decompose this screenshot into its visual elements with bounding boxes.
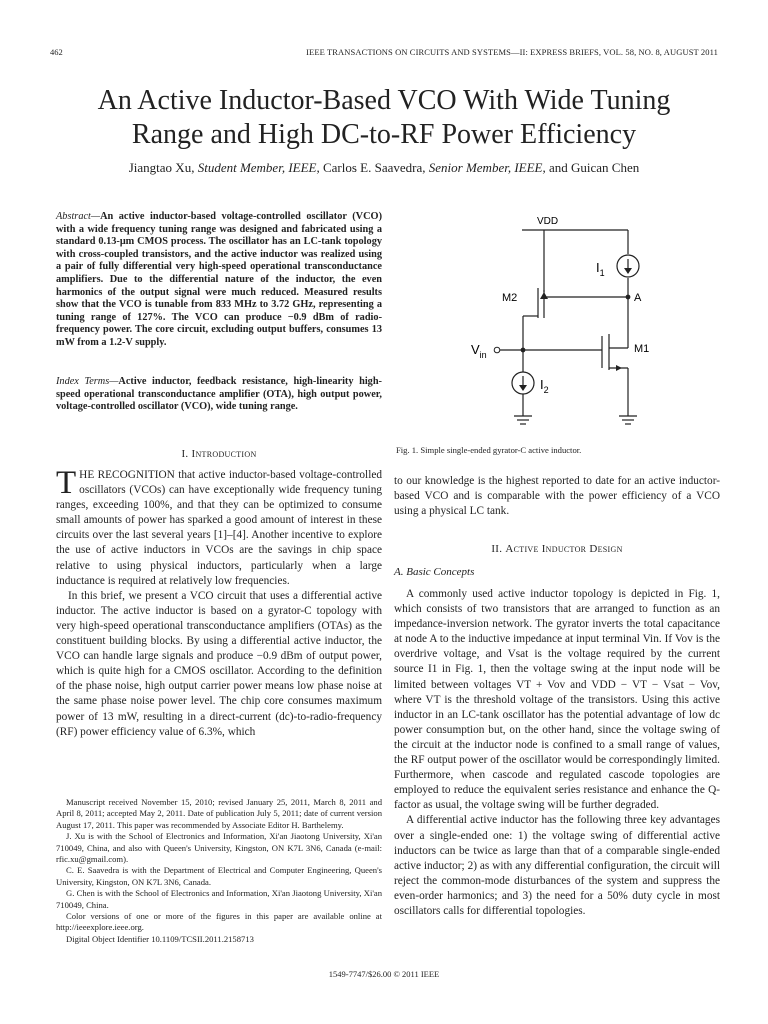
title-line-2: Range and High DC-to-RF Power Efficiency <box>131 119 637 150</box>
title-line-1: An Active Inductor-Based VCO With Wide Tuning <box>97 85 671 116</box>
intro-paragraph-2-continued: to our knowledge is the highest reported to date for an active inductor-based VCO and is comparable with the power efficiency of a VCO using a physical LC tank. <box>394 475 720 518</box>
i1-arrow-head <box>624 268 632 274</box>
intro-continuation <box>394 474 720 519</box>
section-1-numeral: I. <box>181 448 192 460</box>
section-2-paragraph-1: A commonly used active inductor topology is depicted in Fig. 1, which consists of two transistors that are arranged to function as an impedance-inversion network. The gyrator inverts the total capacitance at node A to the inductive impedance at input terminal Vin. If Vov is the overdrive voltage, and Vsat is the voltage required by the current source I1 in Fig. 1, then the voltage swing at the input node will be limited between voltages VT + Vov and VDD − VT − Vsat − Vov, where VT is the threshold voltage of the transistors. Using this active inductor in an LC-tank oscillator has the potential advantage of low dc power consumption but, on the other hand, since the voltage swing of the circuit at the inductor node is confined to a small range of values, the RF output power of the oscillator would be correspondingly limited. Furthermore, when cascode and regulated cascode topologies are employed to reduce the equivalent series resistance and enhance the Q-factor as usual, the voltage swing will be further degraded. <box>394 588 720 812</box>
section-2-numeral: II. <box>491 543 506 555</box>
active-inductor-body <box>394 587 720 919</box>
footnote-author-1: J. Xu is with the School of Electronics and Information, Xi'an Jiaotong University, Xi'an 710049, China, and also with Queen's University, Kingston, ON K7L 3N6, Canada (e-mail: rfic.xu@gmail.com). <box>56 831 382 865</box>
input-node-dot <box>521 348 526 353</box>
i2-arrow-head <box>519 385 527 391</box>
index-terms <box>56 376 382 414</box>
vin-terminal <box>494 347 500 353</box>
drop-cap: T <box>56 465 77 501</box>
index-terms-lead: Index Terms— <box>56 376 119 387</box>
figure-caption: Fig. 1. Simple single-ended gyrator-C active inductor. <box>396 445 582 455</box>
subsection-heading: A. Basic Concepts <box>394 566 475 578</box>
paper-title <box>40 84 728 152</box>
index-terms-text: Active inductor, feedback resistance, high-linearity high-speed operational transconductance amplifier (OTA), high output power, voltage-controlled oscillator (VCO), wide tuning range. <box>56 376 382 413</box>
intro-paragraph-2: In this brief, we present a VCO circuit that uses a differential active inductor. The active inductor is based on a gyrator-C topology with very high-speed operational transconductance amplifiers (OTAs) as the constituent building blocks. By using a differential active inductor, the VCO can handle large signals and produce −0.9 dBm of output power, which is quite high for a CMOS oscillator. According to the definition of the phase noise, high output carrier power means low phase noise at the same phase noise power level. The chip core consumes maximum power of 13 mW, resulting in a direct-current (dc)-to-radio-frequency (RF) power efficiency value of 6.3%, which <box>56 589 382 738</box>
abstract <box>56 211 382 350</box>
circuit-diagram <box>462 208 652 430</box>
author-1-role: Student Member, IEEE, <box>197 160 320 175</box>
i1-label: $I_1$ <box>596 260 605 278</box>
footnote-author-3: G. Chen is with the School of Electronics and Information, Xi'an Jiaotong University, Xi'an 710049, China. <box>56 888 382 910</box>
section-1-heading <box>56 448 382 460</box>
section-2-title: Active Inductor Design <box>505 543 623 555</box>
author-list <box>40 160 728 176</box>
section-1-title: Introduction <box>191 448 257 460</box>
author-2: Carlos E. Saavedra, <box>322 160 426 175</box>
introduction-body <box>56 465 382 740</box>
vin-label: $V_{in}$ <box>471 342 487 360</box>
m1-source-arrow <box>616 365 622 371</box>
intro-paragraph-1-text: HE RECOGNITION that active inductor-based voltage-controlled oscillators (VCOs) can have exceptionally wide frequency tuning ranges, exceeding 100%, and that they can be optimized to consume small amounts of power has sparked a good amount of interest in these circuits over the last several years [1]–[4]. Another incentive to explore the use of active inductors in VCOs are the savings in chip space relative to using physical inductors, particularly when a large inductance is required at relatively low frequencies. <box>56 469 382 587</box>
node-a-dot <box>626 295 631 300</box>
footnote-author-2: C. E. Saavedra is with the Department of Electrical and Computer Engineering, Queen's University, Kingston, ON K7L 3N6, Canada. <box>56 865 382 887</box>
abstract-text: An active inductor-based voltage-controlled oscillator (VCO) with a wide frequency tuning range was designed and fabricated using a standard 0.13-μm CMOS process. The oscillator has an LC-tank topology with cross-coupled transistors, and the active inductor was realized using a pair of fully differential very high-speed operational transconductance amplifiers. Due to the differential nature of the inductor, the even harmonics of the output signal were much reduced. Measured results show that the VCO is tunable from 833 MHz to 3.72 GHz, representing a tuning range of 127%. The VCO can produce −0.9 dBm of radio-frequency power. The core circuit, excluding output buffers, consumes 13 mW from a 1.2-V supply. <box>56 211 382 348</box>
abstract-lead: Abstract— <box>56 211 101 222</box>
footnote-doi: Digital Object Identifier 10.1109/TCSII.2011.2158713 <box>66 933 254 944</box>
m2-source-arrow <box>540 292 548 299</box>
author-3: and Guican Chen <box>548 160 640 175</box>
i2-label: $I_2$ <box>540 377 549 395</box>
node-a-label: A <box>634 292 642 304</box>
footnote-manuscript: Manuscript received November 15, 2010; revised January 25, 2011, March 8, 2011 and April 8, 2011; accepted May 2, 2011. Date of publication July 5, 2011; date of current version August 17, 2011. This paper was recommended by Associate Editor H. Barthelemy. <box>56 797 382 830</box>
m2-label: M2 <box>502 292 518 304</box>
intro-paragraph-1 <box>56 465 382 589</box>
copyright-footer: 1549-7747/$26.00 © 2011 IEEE <box>328 969 440 979</box>
vdd-label: VDD <box>537 216 559 227</box>
page-number: 462 <box>50 47 63 57</box>
section-2-heading <box>394 543 720 555</box>
footnote-color: Color versions of one or more of the figures in this paper are available online at http://ieeexplore.ieee.org. <box>56 911 382 933</box>
journal-header: IEEE TRANSACTIONS ON CIRCUITS AND SYSTEMS—II: EXPRESS BRIEFS, VOL. 58, NO. 8, AUGUST 2011 <box>306 47 718 57</box>
author-2-role: Senior Member, IEEE, <box>428 160 546 175</box>
section-2-paragraph-2: A differential active inductor has the following three key advantages over a single-ended one: 1) the voltage swing of differential active inductors can be twice as large than that of a comparable single-ended active inductor; 2) as with any differential configuration, the circuit will reject the common-mode disturbances of the system and suppress the even-order harmonics; and 3) the need for a 50% duty cycle in most oscillators calls for differential topologies. <box>394 814 720 917</box>
m1-label: M1 <box>634 343 650 355</box>
footnotes <box>56 797 382 945</box>
author-1: Jiangtao Xu, <box>128 160 195 175</box>
